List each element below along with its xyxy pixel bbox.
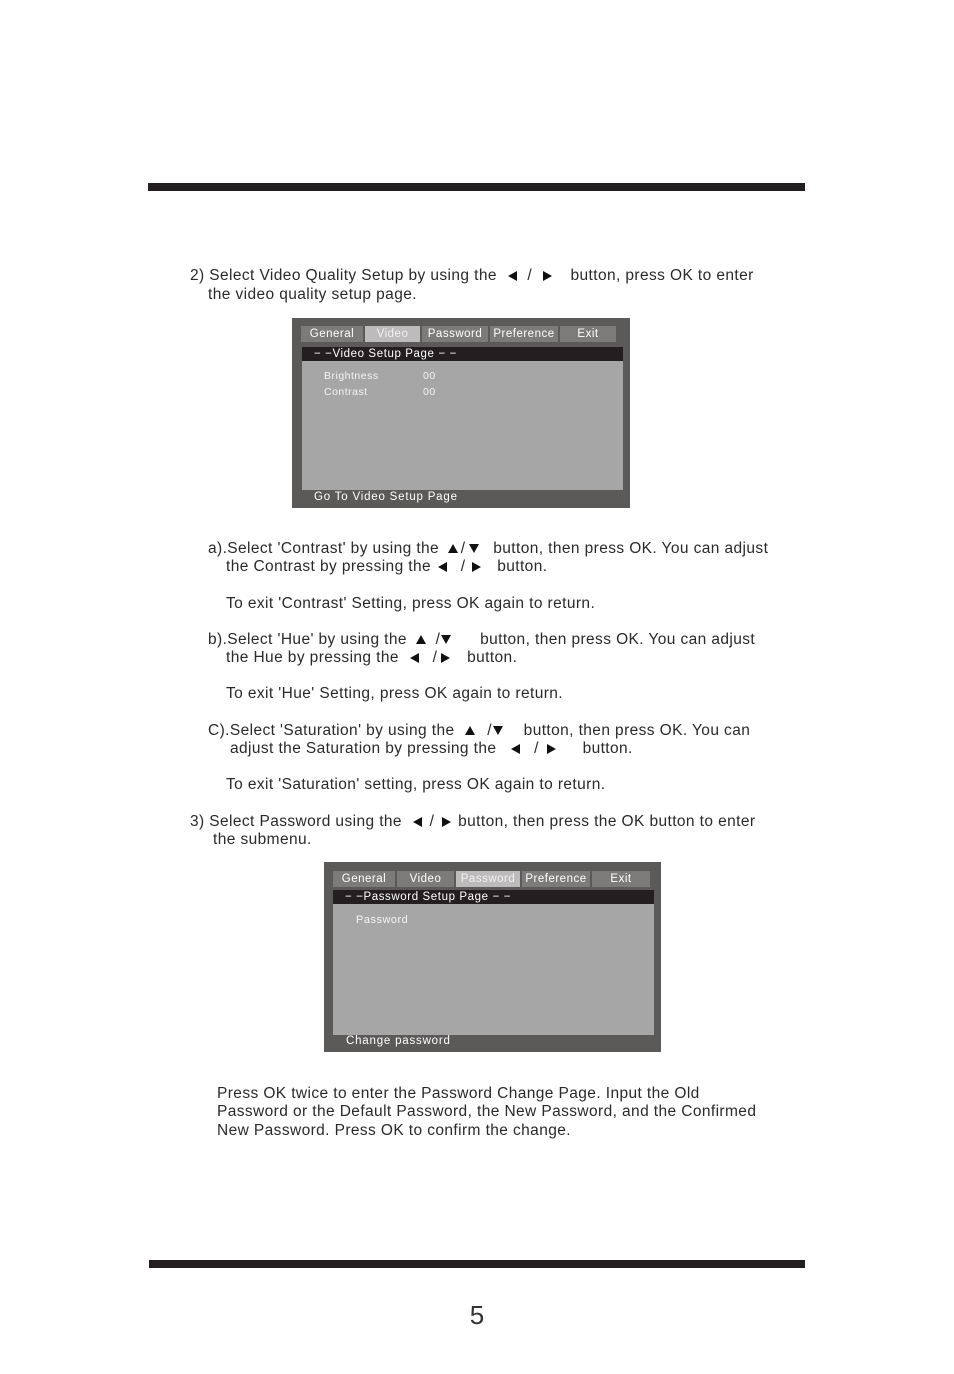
right-arrow-icon [543,271,552,281]
up-arrow-icon [465,726,475,735]
bottom-rule [149,1260,805,1268]
dash-right: − − [438,348,457,360]
tab-general[interactable]: General [333,871,395,887]
saturation-line2 [230,740,633,758]
item-contrast-label[interactable]: Contrast [324,386,368,398]
osd-footer: Change password [346,1035,451,1047]
dash-left: − − [314,348,333,360]
step2-text-a: 2) Select Video Quality Setup by using the [190,267,497,284]
item-brightness-label[interactable]: Brightness [324,370,379,382]
osd-menu-bar [301,326,618,342]
left-arrow-icon [413,817,422,827]
saturation-line1 [208,722,750,740]
down-arrow-icon [441,635,451,644]
slash: / [460,558,466,575]
saturation-text-c: adjust the Saturation by pressing the [230,740,497,757]
slash: / [527,267,533,284]
step2-line2: the video quality setup page. [208,286,417,303]
saturation-exit: To exit 'Saturation' setting, press OK again to return. [226,776,606,793]
up-arrow-icon [416,635,426,644]
slash: / [435,631,441,648]
osd-title: Password Setup Page [363,891,489,903]
right-arrow-icon [472,562,481,572]
hue-text-b: button, then press OK. You can adjust [480,631,756,648]
left-arrow-icon [438,562,447,572]
tab-exit[interactable]: Exit [560,326,616,342]
tab-general[interactable]: General [301,326,363,342]
tab-video[interactable]: Video [397,871,454,887]
slash: / [534,740,539,757]
tab-preference[interactable]: Preference [490,326,558,342]
hue-exit: To exit 'Hue' Setting, press OK again to return. [226,685,564,702]
hue-text-a: b).Select 'Hue' by using the [208,631,407,648]
osd-title: Video Setup Page [332,348,435,360]
hue-line1 [208,631,755,649]
saturation-text-b: button, then press OK. You can [523,722,751,739]
contrast-line1 [208,540,768,558]
slash: / [432,649,438,666]
osd-footer: Go To Video Setup Page [314,491,458,503]
contrast-text-d: button. [497,558,548,575]
dash-left: − − [345,891,364,903]
saturation-text-a: C).Select 'Saturation' by using the [208,722,455,739]
slash: / [460,540,466,557]
right-arrow-icon [442,817,451,827]
note-line1: Press OK twice to enter the Password Change Page. Input the Old [217,1085,700,1102]
step2-text-b: button, press OK to enter [570,267,754,284]
item-contrast-value: 00 [423,386,436,398]
note-line3: New Password. Press OK to confirm the change. [217,1122,571,1139]
step3-line1 [190,813,755,831]
hue-text-d: button. [467,649,518,666]
item-brightness-value: 00 [423,370,436,382]
contrast-exit: To exit 'Contrast' Setting, press OK again to return. [226,595,596,612]
osd-title-bar [302,347,623,361]
left-arrow-icon [508,271,517,281]
slash: / [487,722,492,739]
page-number: 5 [469,1300,485,1330]
tab-password[interactable]: Password [456,871,520,887]
right-arrow-icon [547,744,556,754]
step3-text-a: 3) Select Password using the [190,813,402,830]
dash-right: − − [492,891,512,903]
osd-menu-bar [333,871,652,887]
video-setup-osd [292,318,630,508]
osd-panel [302,361,623,490]
left-arrow-icon [511,744,520,754]
hue-text-c: the Hue by pressing the [226,649,399,666]
top-rule [148,183,805,191]
osd-title-bar [333,890,654,904]
tab-password[interactable]: Password [422,326,488,342]
left-arrow-icon [410,653,419,663]
contrast-text-a: a).Select 'Contrast' by using the [208,540,440,557]
password-setup-osd [324,862,661,1052]
right-arrow-icon [441,653,450,663]
osd-panel [333,904,654,1035]
contrast-line2 [226,558,547,576]
step3-line2: the submenu. [213,831,312,848]
note-line2: Password or the Default Password, the New Password, and the Confirmed [217,1103,757,1120]
contrast-text-b: button, then press OK. You can adjust [493,540,769,557]
step3-text-b: button, then press the OK button to enter [458,813,756,830]
tab-preference[interactable]: Preference [522,871,590,887]
down-arrow-icon [493,726,503,735]
tab-video[interactable]: Video [365,326,420,342]
slash: / [429,813,435,830]
up-arrow-icon [448,544,458,553]
step2-line1 [190,267,754,285]
down-arrow-icon [469,544,479,553]
hue-line2 [226,649,517,667]
tab-exit[interactable]: Exit [592,871,650,887]
item-password-label[interactable]: Password [356,914,409,926]
contrast-text-c: the Contrast by pressing the [226,558,432,575]
saturation-text-d: button. [582,740,633,757]
